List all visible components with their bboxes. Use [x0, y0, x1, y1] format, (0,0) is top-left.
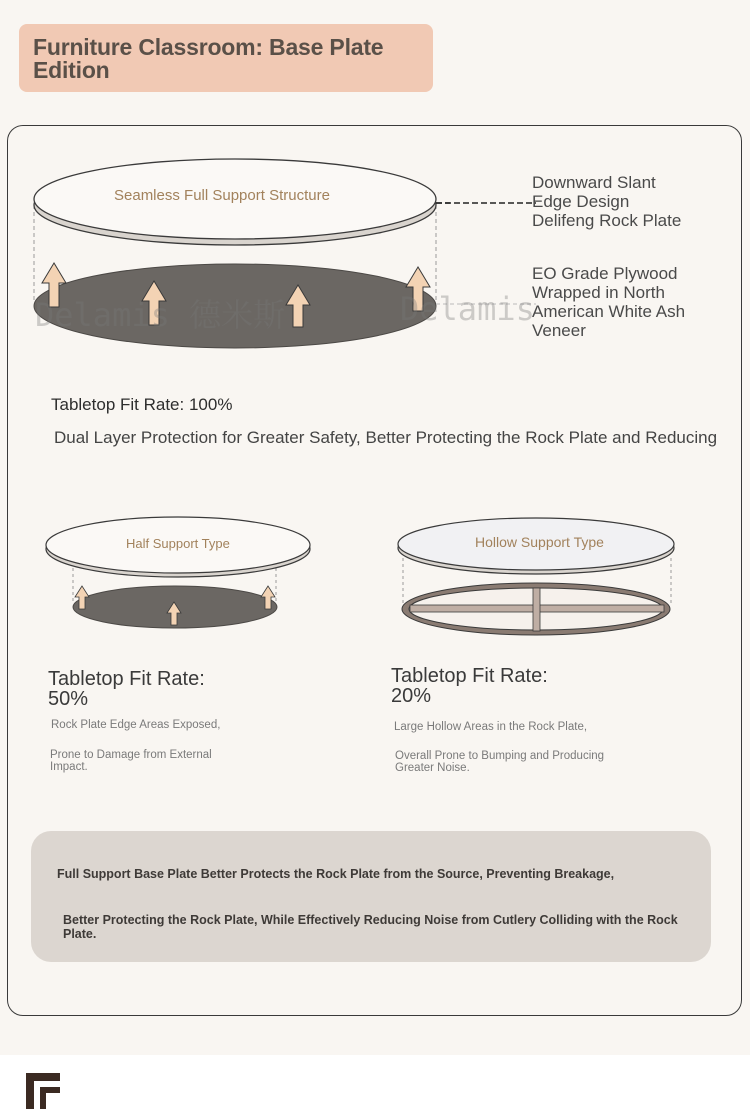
summary-line-1: Full Support Base Plate Better Protects the Rock Plate from the Source, Preventing Breakage,: [57, 867, 615, 881]
annotation-plywood: EO Grade Plywood Wrapped in North American White Ash Veneer: [532, 264, 686, 340]
title-banner: [19, 24, 433, 92]
annotation-rock-plate: Downward Slant Edge Design Delifeng Rock Plate: [532, 173, 682, 230]
hollow-support-plate-label: Hollow Support Type: [475, 534, 604, 550]
hollow-support-fit-rate: Tabletop Fit Rate: 20%: [391, 665, 548, 707]
watermark-right: Delamis: [400, 290, 535, 328]
bracket-logo-icon: [24, 1071, 62, 1109]
watermark-left: Delamis 德米斯: [35, 296, 286, 334]
full-support-plate-label: Seamless Full Support Structure: [114, 187, 330, 204]
half-support-note-1: Rock Plate Edge Areas Exposed,: [51, 719, 221, 731]
full-support-description: Dual Layer Protection for Greater Safety, Better Protecting the Rock Plate and Reducing: [54, 428, 718, 447]
half-support-fit-rate: Tabletop Fit Rate: 50%: [48, 668, 205, 710]
full-support-fit-rate: Tabletop Fit Rate: 100%: [51, 395, 233, 414]
hollow-support-note-2: Overall Prone to Bumping and Producing Greater Noise.: [395, 750, 605, 774]
footer-strip: [0, 1055, 750, 1109]
half-support-note-2: Prone to Damage from External Impact.: [50, 749, 212, 773]
summary-line-2: Better Protecting the Rock Plate, While Effectively Reducing Noise from Cutlery Colliding with the Rock Plate.: [63, 913, 678, 941]
page-title: Furniture Classroom: Base Plate Edition: [33, 34, 384, 83]
hollow-support-diagram: [392, 510, 682, 640]
half-support-diagram: [40, 512, 320, 637]
summary-box: [31, 831, 711, 962]
half-support-plate-label: Half Support Type: [126, 536, 230, 551]
hollow-support-note-1: Large Hollow Areas in the Rock Plate,: [394, 721, 588, 733]
